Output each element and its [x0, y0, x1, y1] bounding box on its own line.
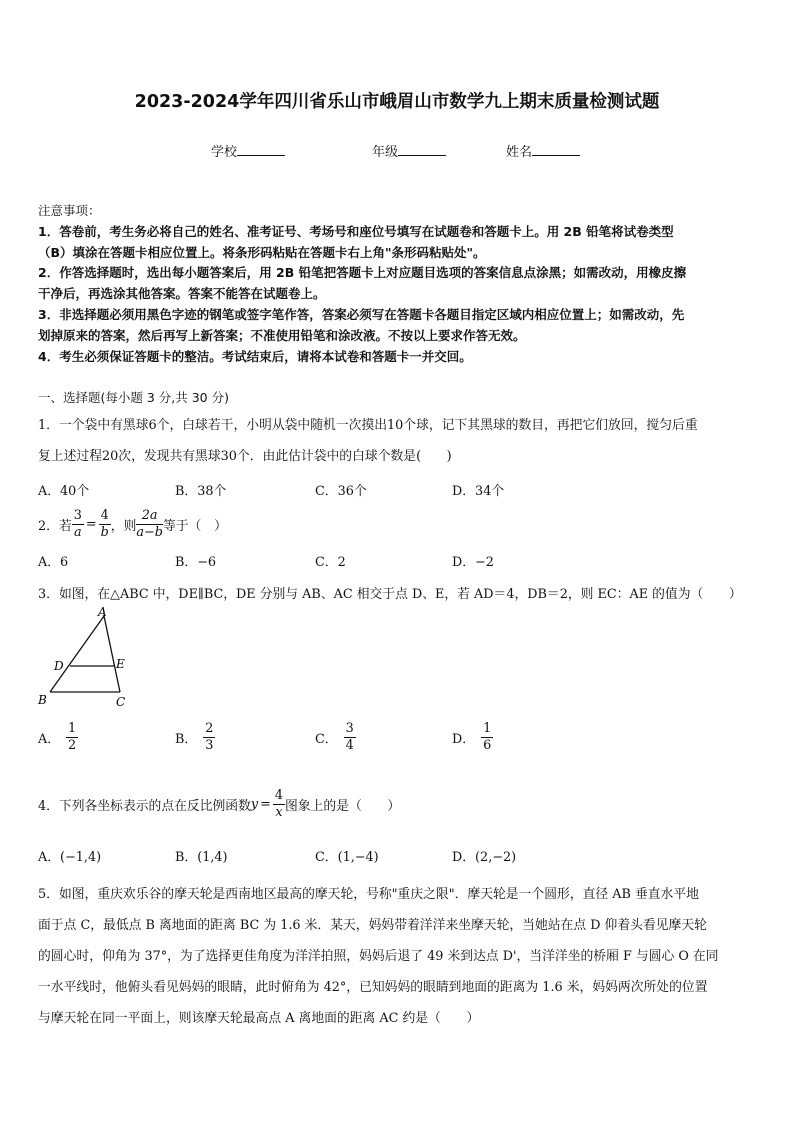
num: 1 [68, 721, 77, 736]
label-b: B [38, 693, 47, 707]
q4-option-d: D．(2,−2) [452, 850, 517, 865]
notice-line: 3．非选择题必须用黑色字迹的钢笔或签字笔作答，答案必须写在答题卡各题目指定区域内相应位置上；如需改动，先 [38, 306, 685, 322]
den: 2 [68, 738, 77, 753]
q5-line: 的圆心时，仰角为 37°，为了选择更佳角度为洋洋拍照，妈妈后退了 49 米到达点 D'，当洋洋坐的桥厢 F 与圆心 O 在同 [38, 949, 719, 964]
q1-option-a: A．40个 [38, 484, 90, 499]
label-d: D [54, 659, 64, 673]
q2-equals: = [85, 516, 97, 532]
school-label: 学校 [211, 145, 238, 160]
den: 6 [483, 738, 492, 753]
q3-option-c [315, 721, 356, 754]
notice-line: 2．作答选择题时，选出每小题答案后，用 2B 铅笔把答题卡上对应题目选项的答案信息点涂黑；如需改动，用橡皮擦 [38, 265, 687, 281]
q4-f-num: 4 [274, 787, 284, 803]
q2-fraction-2 [99, 508, 111, 541]
q1-option-c: C．36个 [315, 484, 367, 499]
notice-line: 4．考生必须保证答题卡的整洁。考试结束后，请将本试卷和答题卡一并交回。 [38, 348, 472, 364]
question-2 [38, 504, 227, 544]
q4-f-den: x [275, 804, 283, 820]
q4-equals: = [260, 796, 271, 812]
side-ab [50, 616, 104, 692]
grade-blank [398, 143, 446, 156]
q1-line: 1．一个袋中有黑球6个，白球若干，小明从袋中随机一次摸出10个球，记下其黑球的数目，再把它们放回，搅匀后重 [38, 418, 698, 433]
q4-option-c: C．(1,−4) [315, 850, 379, 865]
q5-line: 5．如图，重庆欢乐谷的摩天轮是西南地区最高的摩天轮，号称"重庆之限"．摩天轮是一个圆形，直径 AB 垂直水平地 [38, 887, 699, 902]
question-3: 3．如图，在△ABC 中，DE∥BC，DE 分别与 AB、AC 相交于点 D、E，若 AD＝4，DB＝2，则 EC：AE 的值为（ ） [38, 587, 742, 602]
notice-line: 1．答卷前，考生务必将自己的姓名、准考证号、考场号和座位号填写在试题卷和答题卡上。用 2B 铅笔将试卷类型 [38, 223, 674, 239]
q2-option-d: D．−2 [452, 555, 494, 570]
q2-option-a: A．6 [38, 555, 69, 570]
notice-block [38, 201, 758, 367]
q2-option-c: C．2 [315, 555, 346, 570]
num: 1 [483, 721, 492, 736]
notice-line: 干净后，再选涂其他答案。答案不能答在试题卷上。 [38, 286, 326, 302]
q3-option-b-fraction [203, 721, 215, 754]
q2-prefix: 2．若 [38, 518, 72, 534]
q3-option-d [452, 721, 493, 754]
q4-y: y [250, 796, 259, 812]
name-blank [532, 143, 580, 156]
q4-option-b: B．(1,4) [175, 850, 228, 865]
q4-suffix: 图象上的是（ ） [285, 798, 401, 814]
q3-option-d-letter: D． [452, 732, 476, 747]
side-ac [104, 616, 120, 692]
q5-line: 与摩天轮在同一平面上，则该摩天轮最高点 A 离地面的距离 AC 约是（ ） [38, 1011, 480, 1026]
q2-f2-den: b [100, 524, 109, 540]
num: 2 [205, 721, 214, 736]
q2-mid: ，则 [110, 518, 137, 534]
q2-suffix: 等于（ ） [162, 518, 227, 534]
q3-option-b [175, 721, 215, 754]
question-5 [38, 879, 760, 1034]
grade-field [372, 141, 446, 160]
q5-line: 一水平线时，他俯头看见妈妈的眼睛，此时俯角为 42°，已知妈妈的眼睛到地面的距离为 1.6 米，妈妈两次所处的位置 [38, 980, 708, 995]
q3-option-a-fraction [66, 721, 78, 754]
q4-option-a: A．(−1,4) [38, 850, 102, 865]
q2-f2-num: 4 [100, 507, 109, 523]
q2-fraction-1 [72, 508, 84, 541]
question-1 [38, 410, 760, 472]
school-blank [237, 143, 285, 156]
q3-option-d-fraction [481, 721, 493, 754]
q2-f3-den: a−b [136, 524, 163, 540]
q1-option-b: B．38个 [175, 484, 227, 499]
school-field [211, 141, 285, 160]
name-label: 姓名 [506, 145, 533, 160]
q3-option-c-letter: C． [315, 732, 338, 747]
q2-fraction-3 [136, 508, 163, 541]
q3-option-b-letter: B． [175, 732, 198, 747]
notice-line: （B）填涂在答题卡相应位置上。将条形码粘贴在答题卡右上角"条形码粘贴处"。 [38, 244, 486, 260]
den: 4 [345, 738, 354, 753]
q1-line: 复上述过程20次，发现共有黑球30个．由此估计袋中的白球个数是( ) [38, 449, 452, 464]
q5-line: 面于点 C，最低点 B 离地面的距离 BC 为 1.6 米．某天，妈妈带着洋洋来坐摩天轮，当她站在点 D 仰着头看见摩天轮 [38, 918, 707, 933]
q2-f1-num: 3 [73, 507, 82, 523]
q4-fraction [273, 788, 285, 821]
q3-option-a [38, 721, 78, 754]
notice-line: 划掉原来的答案，然后再写上新答案；不准使用铅笔和涂改液。不按以上要求作答无效。 [38, 327, 526, 343]
notice-heading: 注意事项： [38, 203, 101, 218]
q2-f1-den: a [74, 524, 82, 540]
q4-prefix: 4．下列各坐标表示的点在反比例函数 [38, 798, 251, 814]
q2-option-b: B．−6 [175, 555, 217, 570]
q3-option-c-fraction [344, 721, 356, 754]
den: 3 [205, 738, 214, 753]
label-a: A [98, 605, 107, 619]
grade-label: 年级 [372, 145, 399, 160]
label-e: E [116, 657, 125, 671]
q1-option-d: D．34个 [452, 484, 505, 499]
q2-f3-num: 2a [136, 508, 163, 525]
name-field [506, 141, 580, 160]
question-4 [38, 784, 400, 824]
q3-option-a-letter: A． [38, 732, 61, 747]
num: 3 [345, 721, 354, 736]
q3-triangle-figure [36, 604, 136, 710]
section-heading: 一、选择题(每小题 3 分,共 30 分) [38, 390, 229, 405]
label-c: C [116, 695, 126, 709]
exam-title: 2023-2024学年四川省乐山市峨眉山市数学九上期末质量检测试题 [134, 92, 660, 112]
